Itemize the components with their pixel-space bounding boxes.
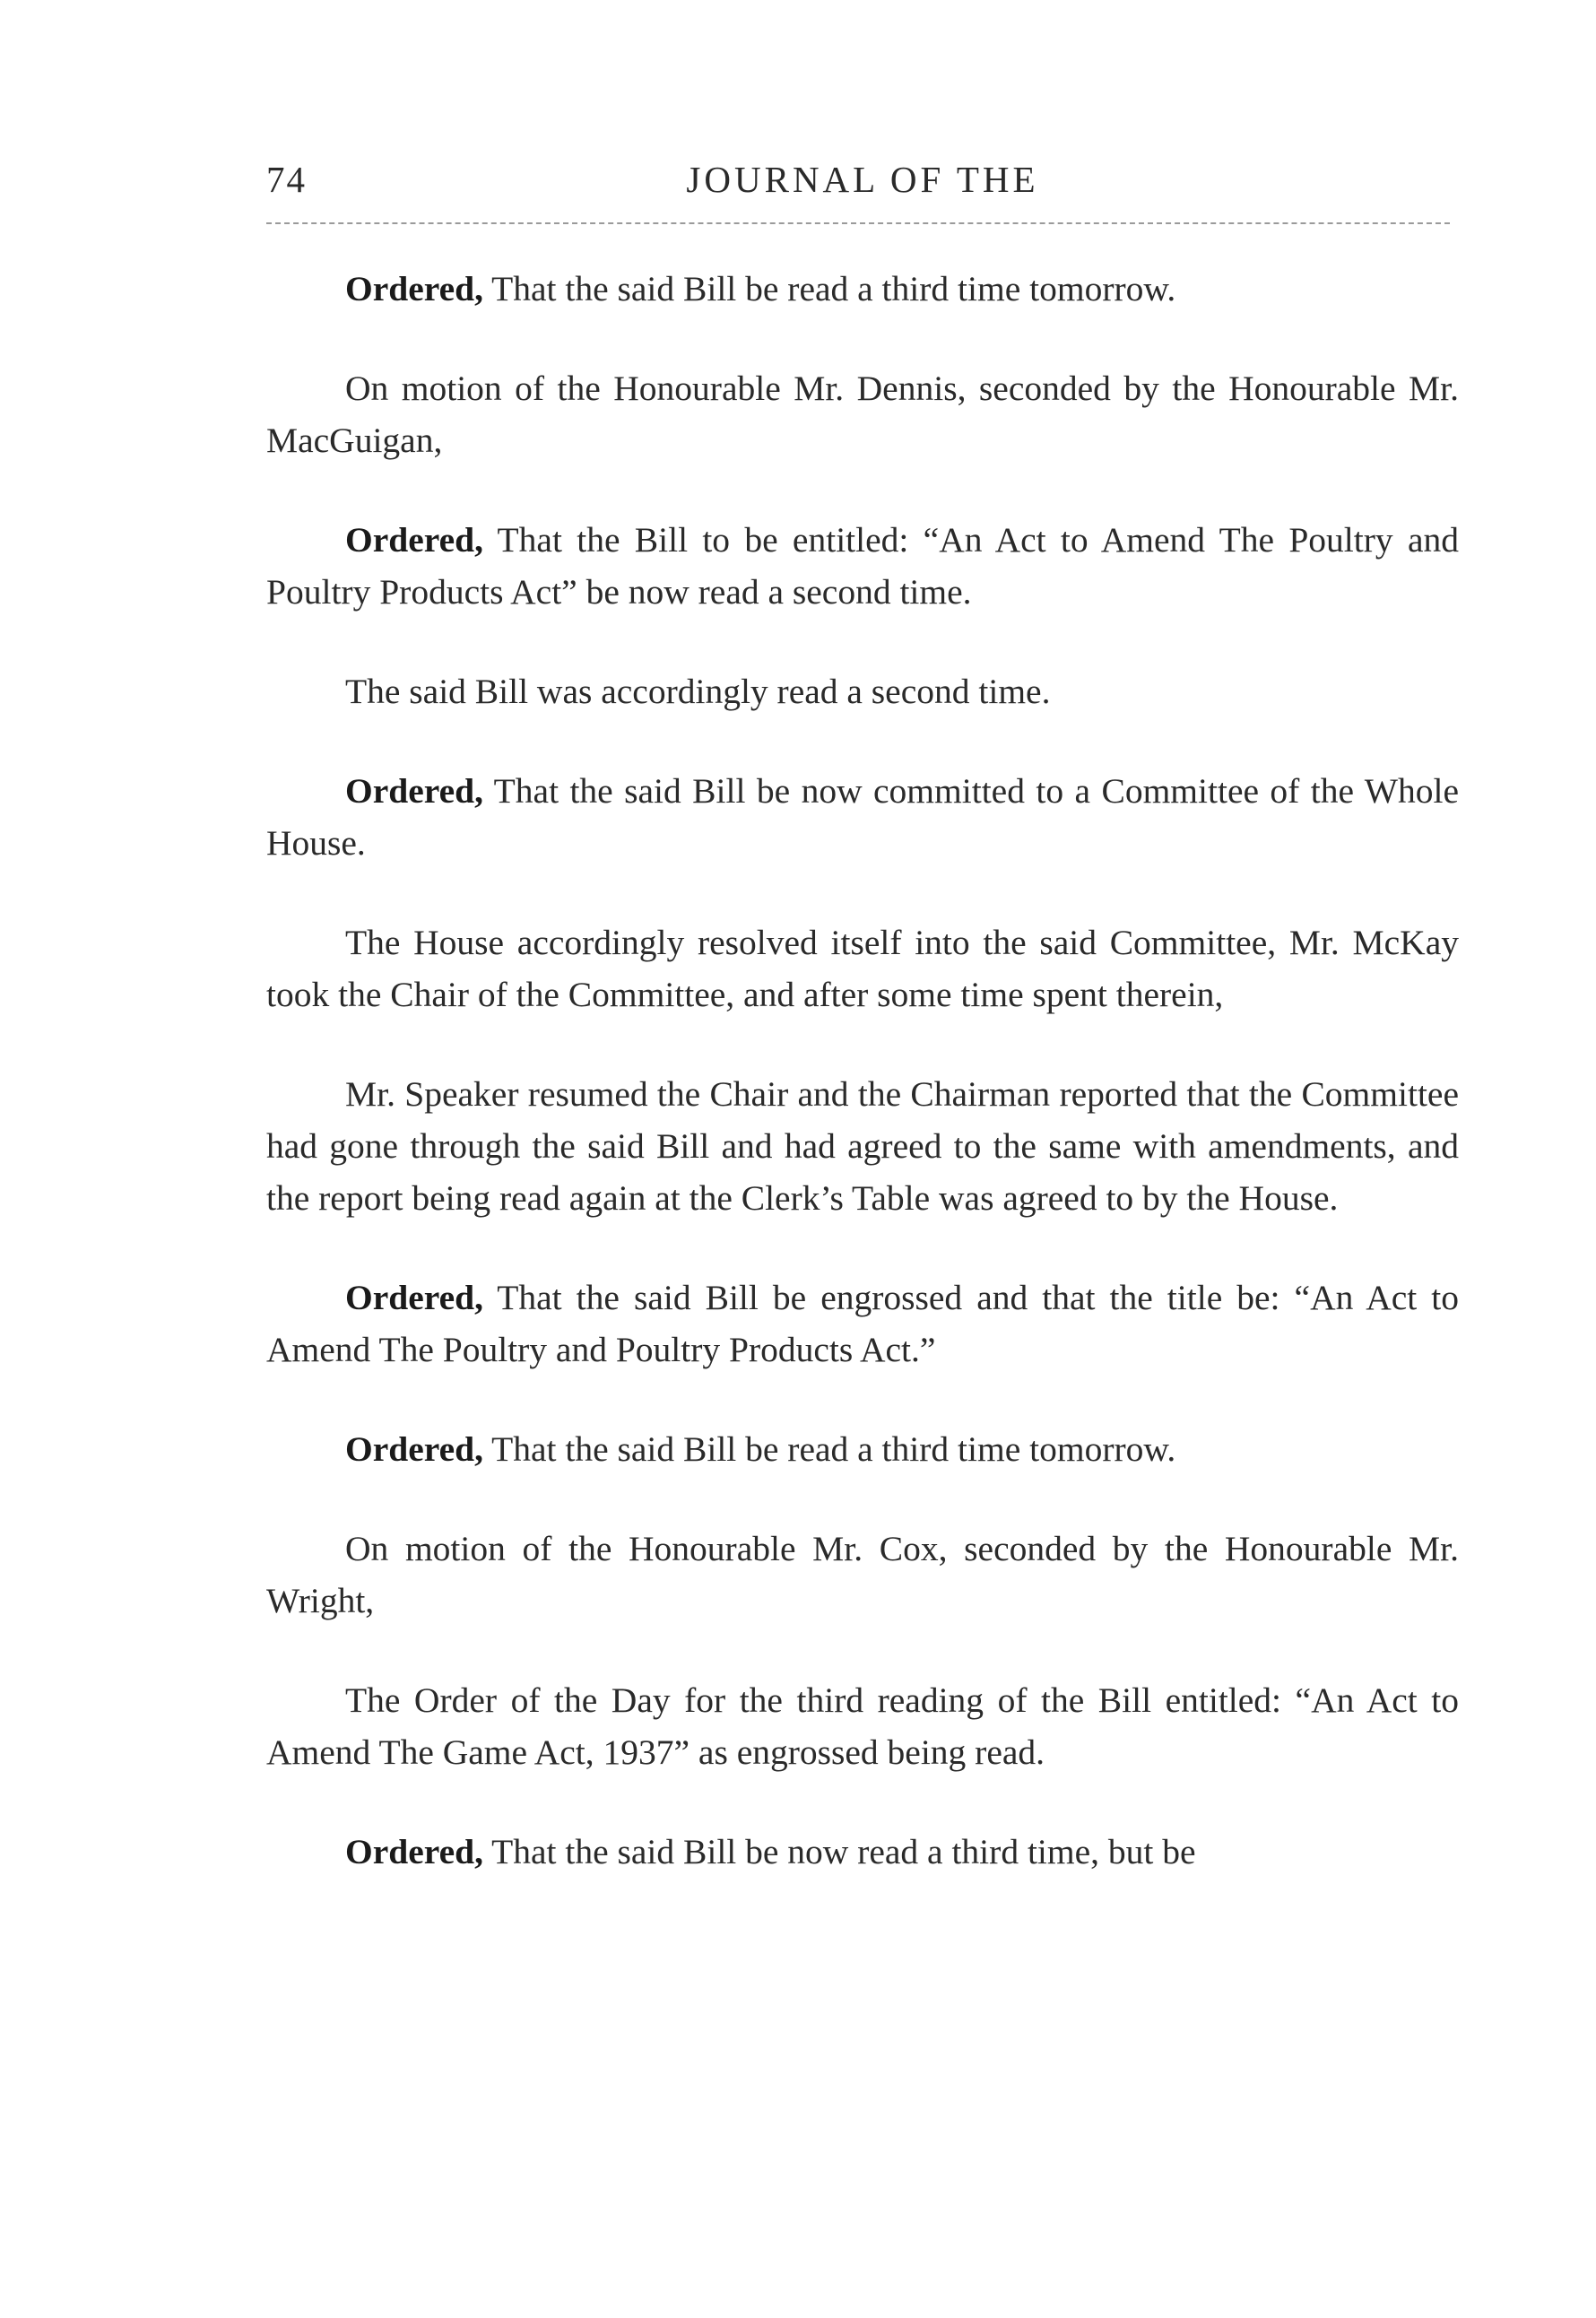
paragraph — [266, 1272, 1459, 1376]
paragraph — [266, 514, 1459, 618]
header-rule — [266, 222, 1450, 224]
paragraph-text: Mr. Speaker resumed the Chair and the Chairman reported that the Committee had gone through the said Bill and had agreed to the same with amendments, and the report being read again at the Clerk’s Table was agreed to by the House. — [266, 1074, 1459, 1218]
paragraph — [266, 1523, 1459, 1627]
paragraph-text: The House accordingly resolved itself into the said Committee, Mr. McKay took the Chair of the Committee, and after some time spent therein, — [266, 923, 1459, 1014]
running-head: JOURNAL OF THE — [686, 159, 1039, 200]
paragraph — [266, 1423, 1459, 1475]
paragraph-text: That the said Bill be now committed to a Committee of the Whole House. — [266, 771, 1459, 863]
paragraph — [266, 1826, 1459, 1878]
paragraph-lead: Ordered, — [345, 1278, 483, 1317]
paragraph-text: On motion of the Honourable Mr. Dennis, seconded by the Honourable Mr. MacGuigan, — [266, 369, 1459, 460]
paragraph — [266, 263, 1459, 315]
paragraph-lead: Ordered, — [345, 1429, 483, 1469]
paragraph — [266, 1068, 1459, 1224]
paragraph — [266, 765, 1459, 869]
paragraph-text: That the Bill to be entitled: “An Act to Amend The Poultry and Poultry Products Act” be now read a second time. — [266, 520, 1459, 612]
paragraph-text: That the said Bill be engrossed and that the title be: “An Act to Amend The Poultry and Poultry Products Act.” — [266, 1278, 1459, 1369]
page-number: 74 — [266, 159, 307, 200]
paragraph-lead: Ordered, — [345, 520, 483, 560]
paragraph — [266, 362, 1459, 466]
page-header — [266, 158, 1459, 212]
paragraph — [266, 665, 1459, 717]
paragraph-text: The Order of the Day for the third reading of the Bill entitled: “An Act to Amend The Game Act, 1937” as engrossed being read. — [266, 1680, 1459, 1772]
paragraph — [266, 916, 1459, 1020]
paragraph-text: On motion of the Honourable Mr. Cox, seconded by the Honourable Mr. Wright, — [266, 1529, 1459, 1620]
paragraph-text: The said Bill was accordingly read a second time. — [345, 672, 1051, 711]
paragraph-lead: Ordered, — [345, 269, 483, 308]
paragraph — [266, 1674, 1459, 1778]
paragraph-text: That the said Bill be read a third time tomorrow. — [482, 269, 1176, 308]
paragraph-text: That the said Bill be now read a third time, but be — [482, 1832, 1196, 1871]
paragraph-lead: Ordered, — [345, 771, 483, 811]
journal-body — [266, 263, 1459, 1925]
paragraph-text: That the said Bill be read a third time tomorrow. — [482, 1429, 1176, 1469]
paragraph-lead: Ordered, — [345, 1832, 483, 1871]
